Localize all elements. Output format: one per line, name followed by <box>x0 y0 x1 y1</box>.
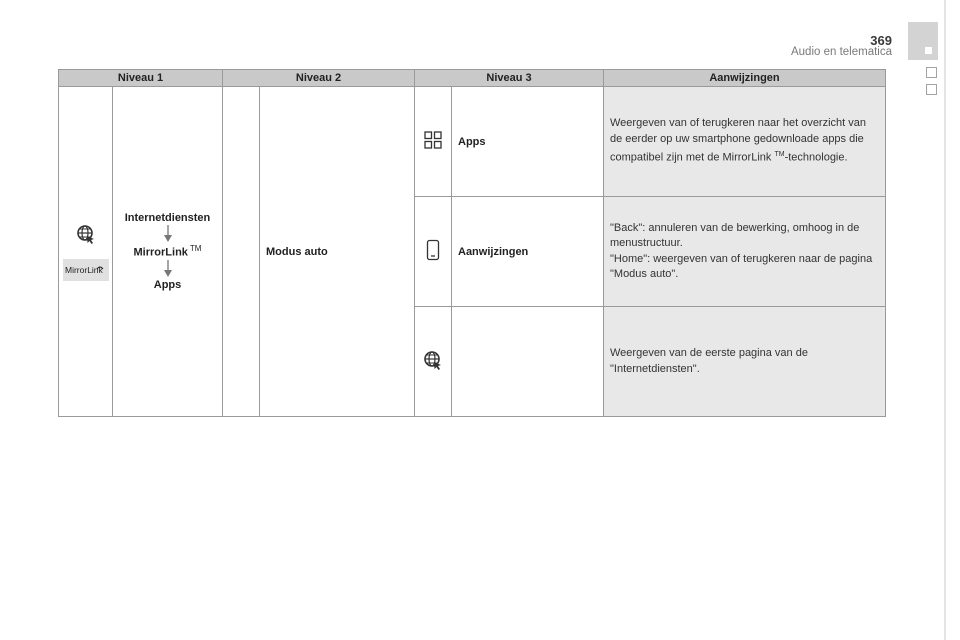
globe-icon <box>422 349 444 374</box>
page-number: 369 <box>870 33 892 48</box>
level3-label: Apps <box>452 87 604 197</box>
margin-rule <box>944 0 946 640</box>
level3-icon-cell <box>415 197 452 307</box>
chapter-tab[interactable] <box>908 22 938 60</box>
note-text-part: Weergeven van of terugkeren naar het overzicht van de eerder op uw smartphone gedownloade apps die compatibel zijn met de MirrorLink <box>610 117 867 165</box>
level1-icon-cell <box>59 87 113 417</box>
level1-path-cell <box>113 87 223 417</box>
level1-apps: Apps <box>153 278 182 291</box>
trademark-mark: TM <box>774 151 785 159</box>
note-text-part: -technologie. <box>784 152 848 165</box>
note-text <box>604 116 885 166</box>
svg-text:MirrorLink: MirrorLink <box>64 264 103 275</box>
trademark-mark: TM <box>189 244 202 254</box>
apps-grid-icon <box>423 130 443 153</box>
down-arrow-icon <box>163 225 173 243</box>
level3-label <box>452 307 604 417</box>
level3-icon-cell <box>415 87 452 197</box>
header-niveau-3: Niveau 3 <box>415 70 604 87</box>
table-row <box>59 87 886 197</box>
globe-icon <box>75 223 97 245</box>
note-cell <box>604 87 886 197</box>
mirrorlink-logo <box>63 259 109 281</box>
note-text: "Back": annuleren van de bewerking, omhoog in de menustructuur. "Home": weergeven van of terugkeren naar de pagina "Modus auto". <box>610 221 873 280</box>
level3-icon-cell <box>415 307 452 417</box>
menu-table <box>58 69 886 417</box>
note-text: Weergeven van de eerste pagina van de "Internetdiensten". <box>610 347 808 375</box>
chapter-box-2[interactable] <box>926 84 937 95</box>
header-niveau-1: Niveau 1 <box>59 70 223 87</box>
chapter-tab-marker <box>925 47 932 54</box>
note-cell <box>604 307 886 417</box>
level3-label: Aanwijzingen <box>452 197 604 307</box>
phone-icon <box>426 239 440 264</box>
table-header-row <box>59 70 886 87</box>
chapter-box-1[interactable] <box>926 67 937 78</box>
down-arrow-icon <box>163 260 173 278</box>
header-aanwijzingen: Aanwijzingen <box>604 70 886 87</box>
level1-mirrorlink: MirrorLink <box>133 246 188 259</box>
level2-icon-cell <box>223 87 260 417</box>
header-niveau-2: Niveau 2 <box>223 70 415 87</box>
note-cell <box>604 197 886 307</box>
level2-modus-auto: Modus auto <box>260 87 415 417</box>
level1-internetdiensten: Internetdiensten <box>124 212 211 225</box>
section-title: Audio en telematica <box>790 46 892 58</box>
